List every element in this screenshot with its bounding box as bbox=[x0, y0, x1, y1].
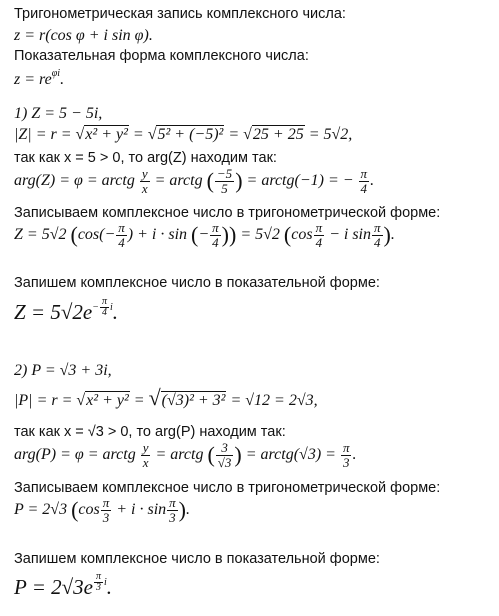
example1-trig-formula: Z = 5√2 (cos(− $\frac{\pi}{4}$ ) + i · sin (− $\frac{\pi}{4}$ )) = 5√2 (cos $\frac{\pi}{4}$ − i sin $\frac{\pi}{4}$ ). bbox=[14, 220, 395, 250]
example2-exp-formula: P = 2√3e $\frac{\pi}{3}$ i. bbox=[14, 571, 113, 599]
exp-form-formula: z = reφi. bbox=[14, 68, 65, 88]
example1-trig-label: Записываем комплексное число в тригонометрической форме: bbox=[14, 205, 441, 221]
example1-modulus: |Z| = r = √x² + y² = √5² + (−5)² = √25 + 25 = 5√2, bbox=[14, 126, 353, 143]
example2-modulus: |P| = r = √x² + y² = √(√3)² + 3² = √12 = 2√3, bbox=[14, 385, 318, 410]
example1-exp-formula: Z = 5√2e− $\frac{\pi}{4}$ i. bbox=[14, 296, 118, 324]
example2-header: 2) P = √3 + 3i, bbox=[14, 362, 112, 379]
example2-trig-label: Записываем комплексное число в тригонометрической форме: bbox=[14, 480, 441, 496]
example2-since-text: так как x = √3 > 0, то arg(P) находим так: bbox=[14, 424, 286, 440]
example1-header: 1) Z = 5 − 5i, bbox=[14, 105, 103, 122]
example1-exp-label: Запишем комплексное число в показательной форме: bbox=[14, 275, 380, 291]
example2-exp-label: Запишем комплексное число в показательной форме: bbox=[14, 551, 380, 567]
example2-argument: arg(P) = φ = arctg $\frac{y}{x}$ = arctg ( $\frac{3}{√3}$ ) = arctg(√3) = $\frac{\pi}{3}$ . bbox=[14, 440, 357, 470]
example1-argument: arg(Z) = φ = arctg $\frac{y}{x}$ = arctg ( $\frac{-5}{5}$ ) = arctg(−1) = − $\frac{\pi}{4}$ . bbox=[14, 166, 375, 196]
trig-form-formula: z = r(cos φ + i sin φ). bbox=[14, 27, 153, 44]
trig-form-label: Тригонометрическая запись комплексного числа: bbox=[14, 6, 346, 22]
exp-form-label: Показательная форма комплексного числа: bbox=[14, 48, 309, 64]
example2-trig-formula: P = 2√3 (cos $\frac{\pi}{3}$ + i · sin $\frac{\pi}{3}$ ). bbox=[14, 495, 190, 525]
example1-since-text: так как x = 5 > 0, то arg(Z) находим так: bbox=[14, 150, 277, 166]
